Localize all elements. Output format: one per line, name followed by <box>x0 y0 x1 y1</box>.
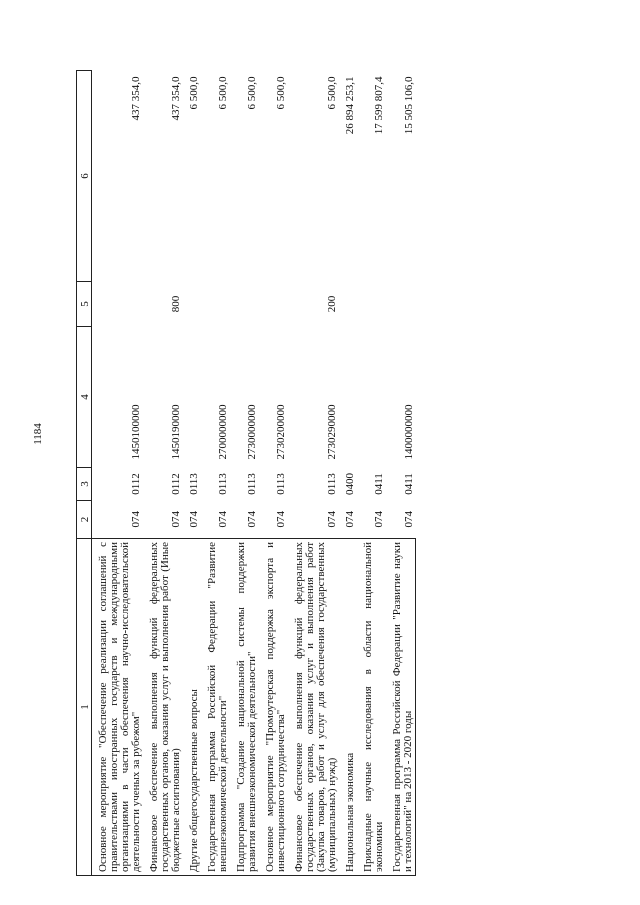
row-admin-code: 074 <box>188 511 200 528</box>
row-target-code: 1400000000 <box>402 404 415 460</box>
page-number: 1184 <box>32 423 44 445</box>
row-expense-type <box>183 282 201 327</box>
header-col-1: 1 <box>77 539 92 876</box>
header-col-6: 6 <box>77 71 92 282</box>
row-name: Финансовое обеспечение выполнения функций федеральных государственных органов, оказания услуг и выполнения работ (Закупка товаров, работ и услуг для обеспечения государственных (муниципальных) нужд) <box>288 539 339 876</box>
row-admin-code: 074 <box>246 511 258 528</box>
table-row <box>259 71 288 876</box>
table-row <box>386 71 416 876</box>
row-admin-code: 074 <box>344 511 356 528</box>
header-col-3: 3 <box>77 468 92 501</box>
table-header <box>77 71 92 876</box>
row-section-code: 0112 <box>130 473 142 495</box>
row-expense-type <box>386 282 416 327</box>
table-body <box>92 71 416 876</box>
row-section-code: 0113 <box>217 473 229 495</box>
row-name: Другие общегосударственные вопросы <box>183 539 201 876</box>
row-name: Основное мероприятие "Промоутерская поддержка экспорта и инвестиционного сотрудничества" <box>259 539 288 876</box>
row-name: Прикладные научные исследования в области национальной экономики <box>357 539 386 876</box>
row-section-code: 0113 <box>275 473 287 495</box>
header-col-4: 4 <box>77 327 92 468</box>
row-admin-code: 074 <box>275 511 287 528</box>
row-sum: 6 500,0 <box>246 76 258 110</box>
row-target-code: 2730290000 <box>326 404 338 460</box>
row-section-code: 0112 <box>170 473 182 495</box>
row-target-code: 2730000000 <box>246 404 258 460</box>
row-expense-type <box>92 282 144 327</box>
row-name: Финансовое обеспечение выполнения функций федеральных государственных органов, оказания услуг и выполнения работ (Иные бюджетные ассигнования) <box>143 539 183 876</box>
row-sum: 6 500,0 <box>217 76 229 110</box>
row-expense-type <box>339 282 357 327</box>
row-sum: 15 505 106,0 <box>402 76 415 135</box>
row-sum: 17 599 807,4 <box>373 76 385 135</box>
row-sum: 6 500,0 <box>188 76 200 110</box>
row-admin-code: 074 <box>170 511 182 528</box>
row-expense-type <box>357 282 386 327</box>
row-name: Государственная программа Российской Федерации "Развитие науки и технологий" на 2013 - 2020 годы <box>386 539 416 876</box>
row-name: Подпрограмма "Создание национальной системы поддержки развития внешнеэкономической деятельности" <box>230 539 259 876</box>
row-sum: 437 354,0 <box>130 76 142 121</box>
row-target-code <box>339 327 357 468</box>
row-target-code: 2700000000 <box>217 404 229 460</box>
row-sum: 437 354,0 <box>170 76 182 121</box>
header-col-2: 2 <box>77 501 92 539</box>
row-sum: 26 894 253,1 <box>344 76 356 135</box>
row-admin-code: 074 <box>373 511 385 528</box>
table-row <box>201 71 230 876</box>
table-row <box>357 71 386 876</box>
row-section-code: 0113 <box>326 473 338 495</box>
row-admin-code: 074 <box>402 511 415 528</box>
row-expense-type <box>230 282 259 327</box>
row-expense-type <box>259 282 288 327</box>
row-admin-code: 074 <box>217 511 229 528</box>
row-expense-type: 200 <box>326 295 338 313</box>
table-row <box>92 71 144 876</box>
table-row <box>288 71 339 876</box>
row-target-code <box>183 327 201 468</box>
row-expense-type <box>201 282 230 327</box>
row-expense-type: 800 <box>170 295 182 313</box>
budget-table-sheet <box>76 71 560 876</box>
budget-table <box>76 70 416 876</box>
table-row <box>339 71 357 876</box>
row-target-code: 1450100000 <box>130 404 142 460</box>
row-section-code: 0411 <box>373 473 385 495</box>
row-section-code: 0113 <box>188 473 200 495</box>
row-target-code: 1450190000 <box>170 404 182 460</box>
row-name: Основное мероприятие "Обеспечение реализации соглашений с правительствами иностранных государств и международными организациями в части обеспечения научно-исследовательской деятельности ученых за рубежом" <box>92 539 144 876</box>
row-admin-code: 074 <box>130 511 142 528</box>
table-row <box>183 71 201 876</box>
row-section-code: 0113 <box>246 473 258 495</box>
row-section-code: 0411 <box>402 473 415 495</box>
row-name: Государственная программа Российской Федерации "Развитие внешнеэкономической деятельности" <box>201 539 230 876</box>
table-row <box>230 71 259 876</box>
row-sum: 6 500,0 <box>326 76 338 110</box>
row-admin-code: 074 <box>326 511 338 528</box>
row-target-code <box>357 327 386 468</box>
table-row <box>143 71 183 876</box>
row-sum: 6 500,0 <box>275 76 287 110</box>
header-col-5: 5 <box>77 282 92 327</box>
row-section-code: 0400 <box>344 473 356 495</box>
row-name: Национальная экономика <box>339 539 357 876</box>
row-target-code: 2730200000 <box>275 404 287 460</box>
